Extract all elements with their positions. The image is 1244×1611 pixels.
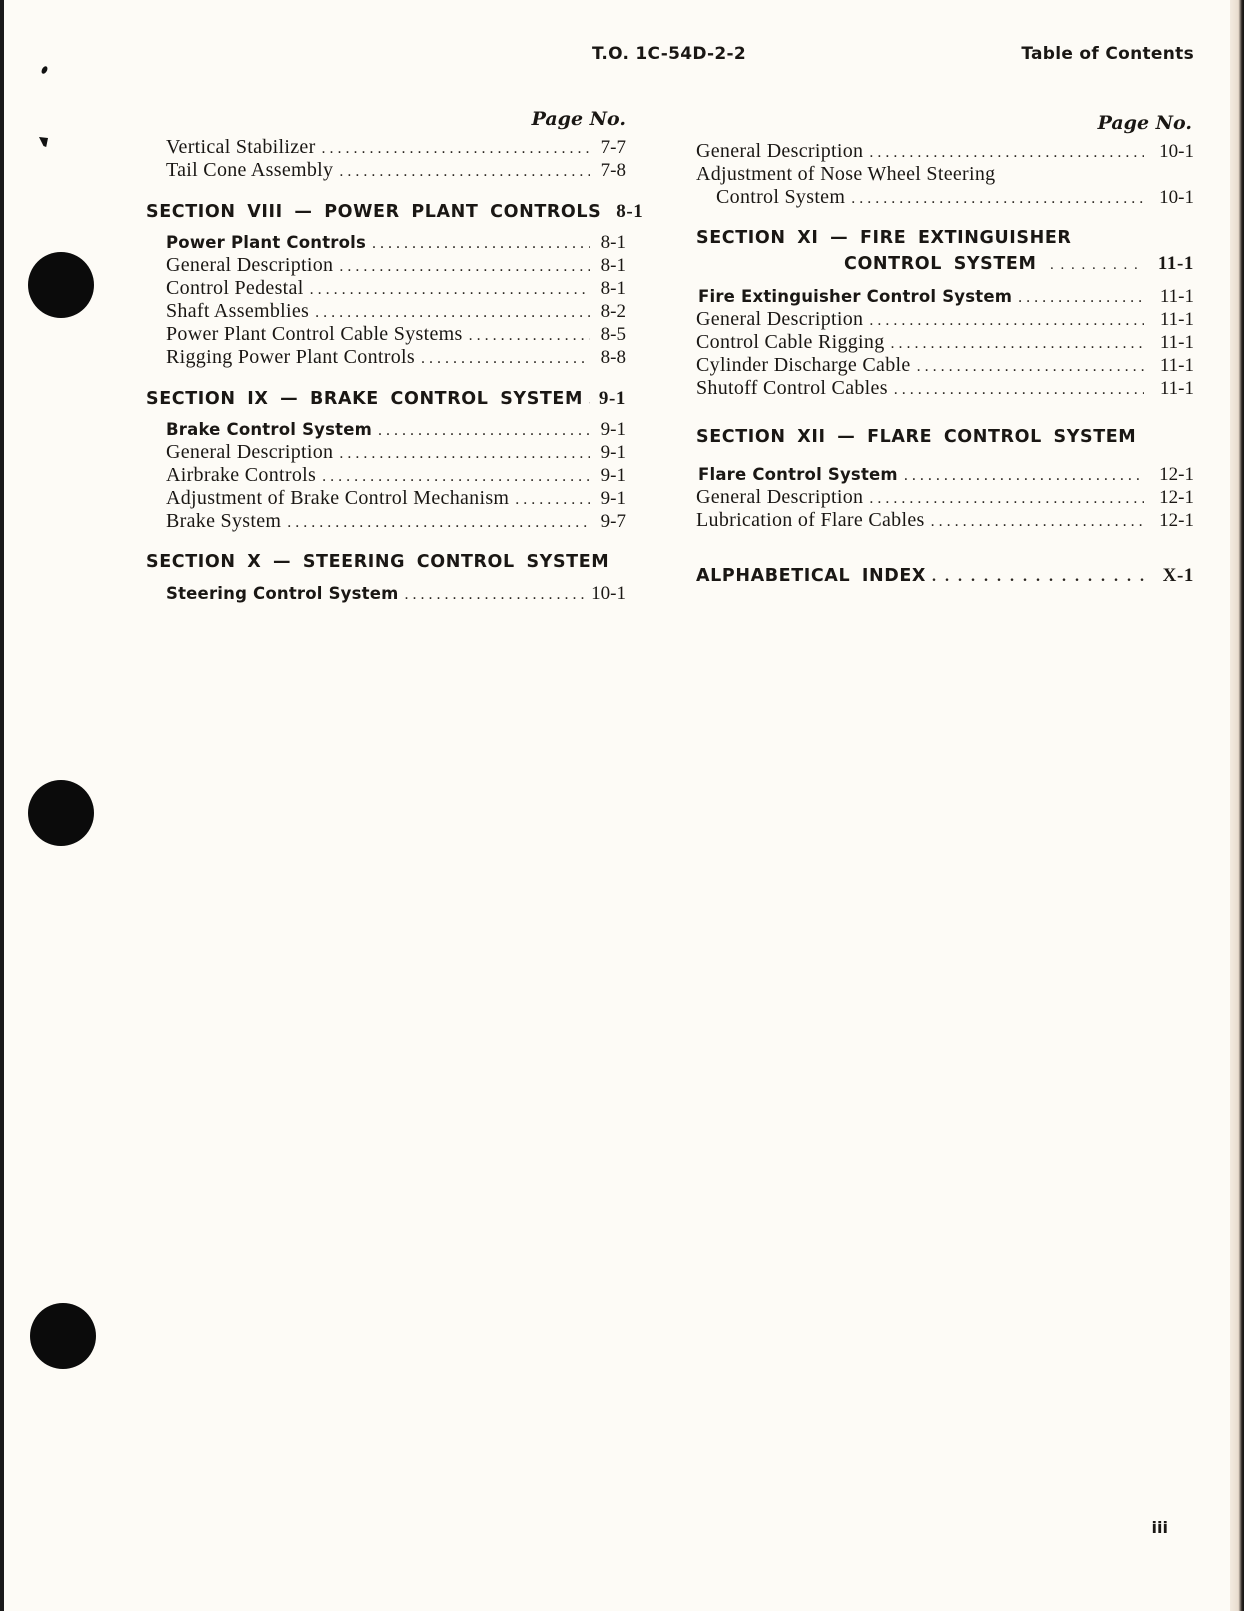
scan-speck — [39, 137, 48, 147]
toc-entry-page: 8-1 — [600, 255, 626, 276]
toc-entry-label: Control Cable Rigging — [696, 331, 885, 353]
section-title: SECTION XII — FLARE CONTROL SYSTEM — [696, 427, 1137, 447]
dot-leader — [322, 137, 590, 160]
toc-entry-label: Shaft Assemblies — [166, 300, 310, 322]
section-title: SECTION VIII — POWER PLANT CONTROLS — [146, 202, 602, 222]
toc-entry[interactable] — [696, 308, 1194, 331]
toc-entry-label: Tail Cone Assembly — [166, 159, 334, 181]
section-heading-xii[interactable] — [696, 426, 1194, 449]
toc-entry[interactable] — [696, 377, 1194, 400]
dot-leader — [515, 488, 590, 511]
toc-entry-page: 11-1 — [1159, 309, 1194, 330]
scan-speck — [40, 65, 48, 74]
page-no-heading: Page No. — [531, 108, 626, 130]
toc-entry[interactable] — [146, 323, 626, 346]
dot-leader — [339, 442, 590, 465]
toc-entry-label: Vertical Stabilizer — [166, 136, 316, 158]
scan-edge-right — [1230, 0, 1244, 1611]
dot-leader — [339, 160, 590, 183]
binder-hole-bottom — [30, 1303, 96, 1369]
toc-entry-page: 8-5 — [600, 324, 626, 345]
dot-leader — [869, 487, 1144, 510]
dot-leader — [469, 324, 590, 347]
toc-entry-label: Control System — [716, 186, 846, 208]
toc-entry-page: 7-8 — [600, 160, 626, 181]
toc-entry[interactable] — [146, 254, 626, 277]
toc-entry-label: General Description — [166, 441, 334, 463]
page-number: iii — [1151, 1518, 1168, 1537]
binder-hole-top — [28, 252, 94, 318]
toc-entry-page: 11-1 — [1159, 378, 1194, 399]
toc-entry-label: Adjustment of Nose Wheel Steering — [696, 163, 996, 185]
section-heading-x[interactable] — [146, 551, 626, 574]
toc-entry-label: General Description — [696, 486, 864, 508]
toc-entry[interactable] — [146, 418, 626, 441]
dot-leader — [891, 332, 1144, 355]
dot-leader — [405, 583, 586, 606]
toc-entry-page: 10-1 — [1159, 187, 1194, 208]
toc-entry-label: Cylinder Discharge Cable — [696, 354, 911, 376]
toc-entry[interactable] — [696, 486, 1194, 509]
toc-entry[interactable] — [146, 464, 626, 487]
toc-entry[interactable] — [696, 163, 1194, 186]
toc-entry[interactable] — [146, 487, 626, 510]
page-title: Table of Contents — [1021, 44, 1194, 64]
toc-entry[interactable] — [146, 510, 626, 533]
dot-leader — [869, 309, 1144, 332]
toc-right-column — [696, 112, 1194, 595]
toc-entry-label: Fire Extinguisher Control System — [698, 287, 1013, 306]
dot-leader — [932, 565, 1144, 588]
toc-entry[interactable] — [146, 300, 626, 323]
section-title: SECTION XI — FIRE EXTINGUISHER — [696, 228, 1072, 248]
toc-entry[interactable] — [696, 140, 1194, 163]
document-number: T.O. 1C-54D-2-2 — [592, 44, 747, 64]
toc-entry-label: Flare Control System — [698, 465, 898, 484]
toc-entry-page: 11-1 — [1159, 355, 1194, 376]
dot-leader — [322, 465, 590, 488]
section-heading-viii[interactable] — [146, 200, 644, 223]
toc-entry-page: 7-7 — [600, 137, 626, 158]
section-page: X-1 — [1162, 565, 1194, 586]
dot-leader — [1018, 286, 1144, 309]
toc-entry-label: Control Pedestal — [166, 277, 304, 299]
toc-entry-label: General Description — [696, 140, 864, 162]
toc-entry-page: 9-1 — [600, 419, 626, 440]
toc-entry-label: Adjustment of Brake Control Mechanism — [166, 487, 510, 509]
section-page: 9-1 — [598, 388, 626, 409]
toc-entry-page: 9-1 — [600, 488, 626, 509]
dot-leader — [339, 255, 590, 278]
section-title: CONTROL SYSTEM — [844, 254, 1037, 274]
toc-entry-page: 11-1 — [1159, 286, 1194, 307]
toc-entry-label: Steering Control System — [166, 584, 399, 603]
section-title: SECTION IX — BRAKE CONTROL SYSTEM — [146, 389, 584, 409]
toc-entry[interactable] — [146, 136, 626, 159]
dot-leader — [869, 141, 1144, 164]
dot-leader — [421, 347, 590, 370]
toc-entry-label: Airbrake Controls — [166, 464, 317, 486]
toc-entry-page: 8-2 — [600, 301, 626, 322]
toc-entry-label: Shutoff Control Cables — [696, 377, 888, 399]
toc-entry[interactable] — [146, 441, 626, 464]
toc-entry[interactable] — [696, 331, 1194, 354]
toc-entry[interactable] — [146, 346, 626, 369]
dot-leader — [315, 301, 590, 324]
toc-entry-page: 9-1 — [600, 465, 626, 486]
toc-entry-label: Brake Control System — [166, 420, 372, 439]
toc-entry[interactable] — [146, 582, 626, 605]
toc-entry-page: 10-1 — [591, 583, 626, 604]
toc-entry-label: Power Plant Control Cable Systems — [166, 323, 463, 345]
toc-entry-label: Rigging Power Plant Controls — [166, 346, 415, 368]
toc-entry[interactable] — [146, 159, 626, 182]
toc-entry-page: 10-1 — [1159, 141, 1194, 162]
dot-leader — [287, 511, 590, 534]
dot-leader — [904, 464, 1144, 487]
scan-edge-left — [0, 0, 4, 1611]
toc-entry[interactable] — [146, 277, 626, 300]
toc-entry-page: 8-8 — [600, 347, 626, 368]
toc-entry-label: Power Plant Controls — [166, 233, 367, 252]
section-title: ALPHABETICAL INDEX — [696, 566, 927, 586]
toc-entry-page: 9-7 — [600, 511, 626, 532]
toc-entry-label: Lubrication of Flare Cables — [696, 509, 925, 531]
dot-leader — [372, 232, 590, 255]
section-heading-xi-continued[interactable] — [696, 252, 1194, 275]
section-heading-ix[interactable] — [146, 387, 626, 410]
toc-entry-page: 12-1 — [1159, 487, 1194, 508]
toc-left-column — [146, 108, 644, 605]
dot-leader — [310, 278, 590, 301]
alphabetical-index-link[interactable] — [696, 564, 1194, 587]
toc-entry[interactable] — [696, 354, 1194, 377]
dot-leader — [378, 419, 590, 442]
dot-leader — [851, 187, 1144, 210]
toc-entry-label: Brake System — [166, 510, 282, 532]
dot-leader — [917, 355, 1144, 378]
section-title: SECTION X — STEERING CONTROL SYSTEM — [146, 552, 610, 572]
toc-entry-page: 12-1 — [1159, 510, 1194, 531]
toc-entry-continuation[interactable] — [696, 186, 1194, 209]
toc-entry[interactable] — [146, 231, 626, 254]
toc-entry-label: General Description — [166, 254, 334, 276]
toc-entry[interactable] — [696, 463, 1194, 486]
toc-entry[interactable] — [696, 509, 1194, 532]
dot-leader — [1050, 255, 1144, 278]
toc-entry-page: 8-1 — [600, 278, 626, 299]
toc-entry-page: 9-1 — [600, 442, 626, 463]
dot-leader — [589, 388, 590, 411]
toc-entry-page: 11-1 — [1159, 332, 1194, 353]
binder-hole-middle — [28, 780, 94, 846]
page-no-heading: Page No. — [1097, 112, 1192, 134]
toc-entry-page: 8-1 — [600, 232, 626, 253]
section-page: 8-1 — [616, 201, 644, 222]
toc-entry[interactable] — [696, 285, 1194, 308]
section-heading-xi[interactable] — [696, 227, 1194, 250]
dot-leader — [931, 510, 1144, 533]
section-page: 11-1 — [1157, 253, 1194, 274]
dot-leader — [894, 378, 1144, 401]
toc-entry-page: 12-1 — [1159, 464, 1194, 485]
toc-entry-label: General Description — [696, 308, 864, 330]
